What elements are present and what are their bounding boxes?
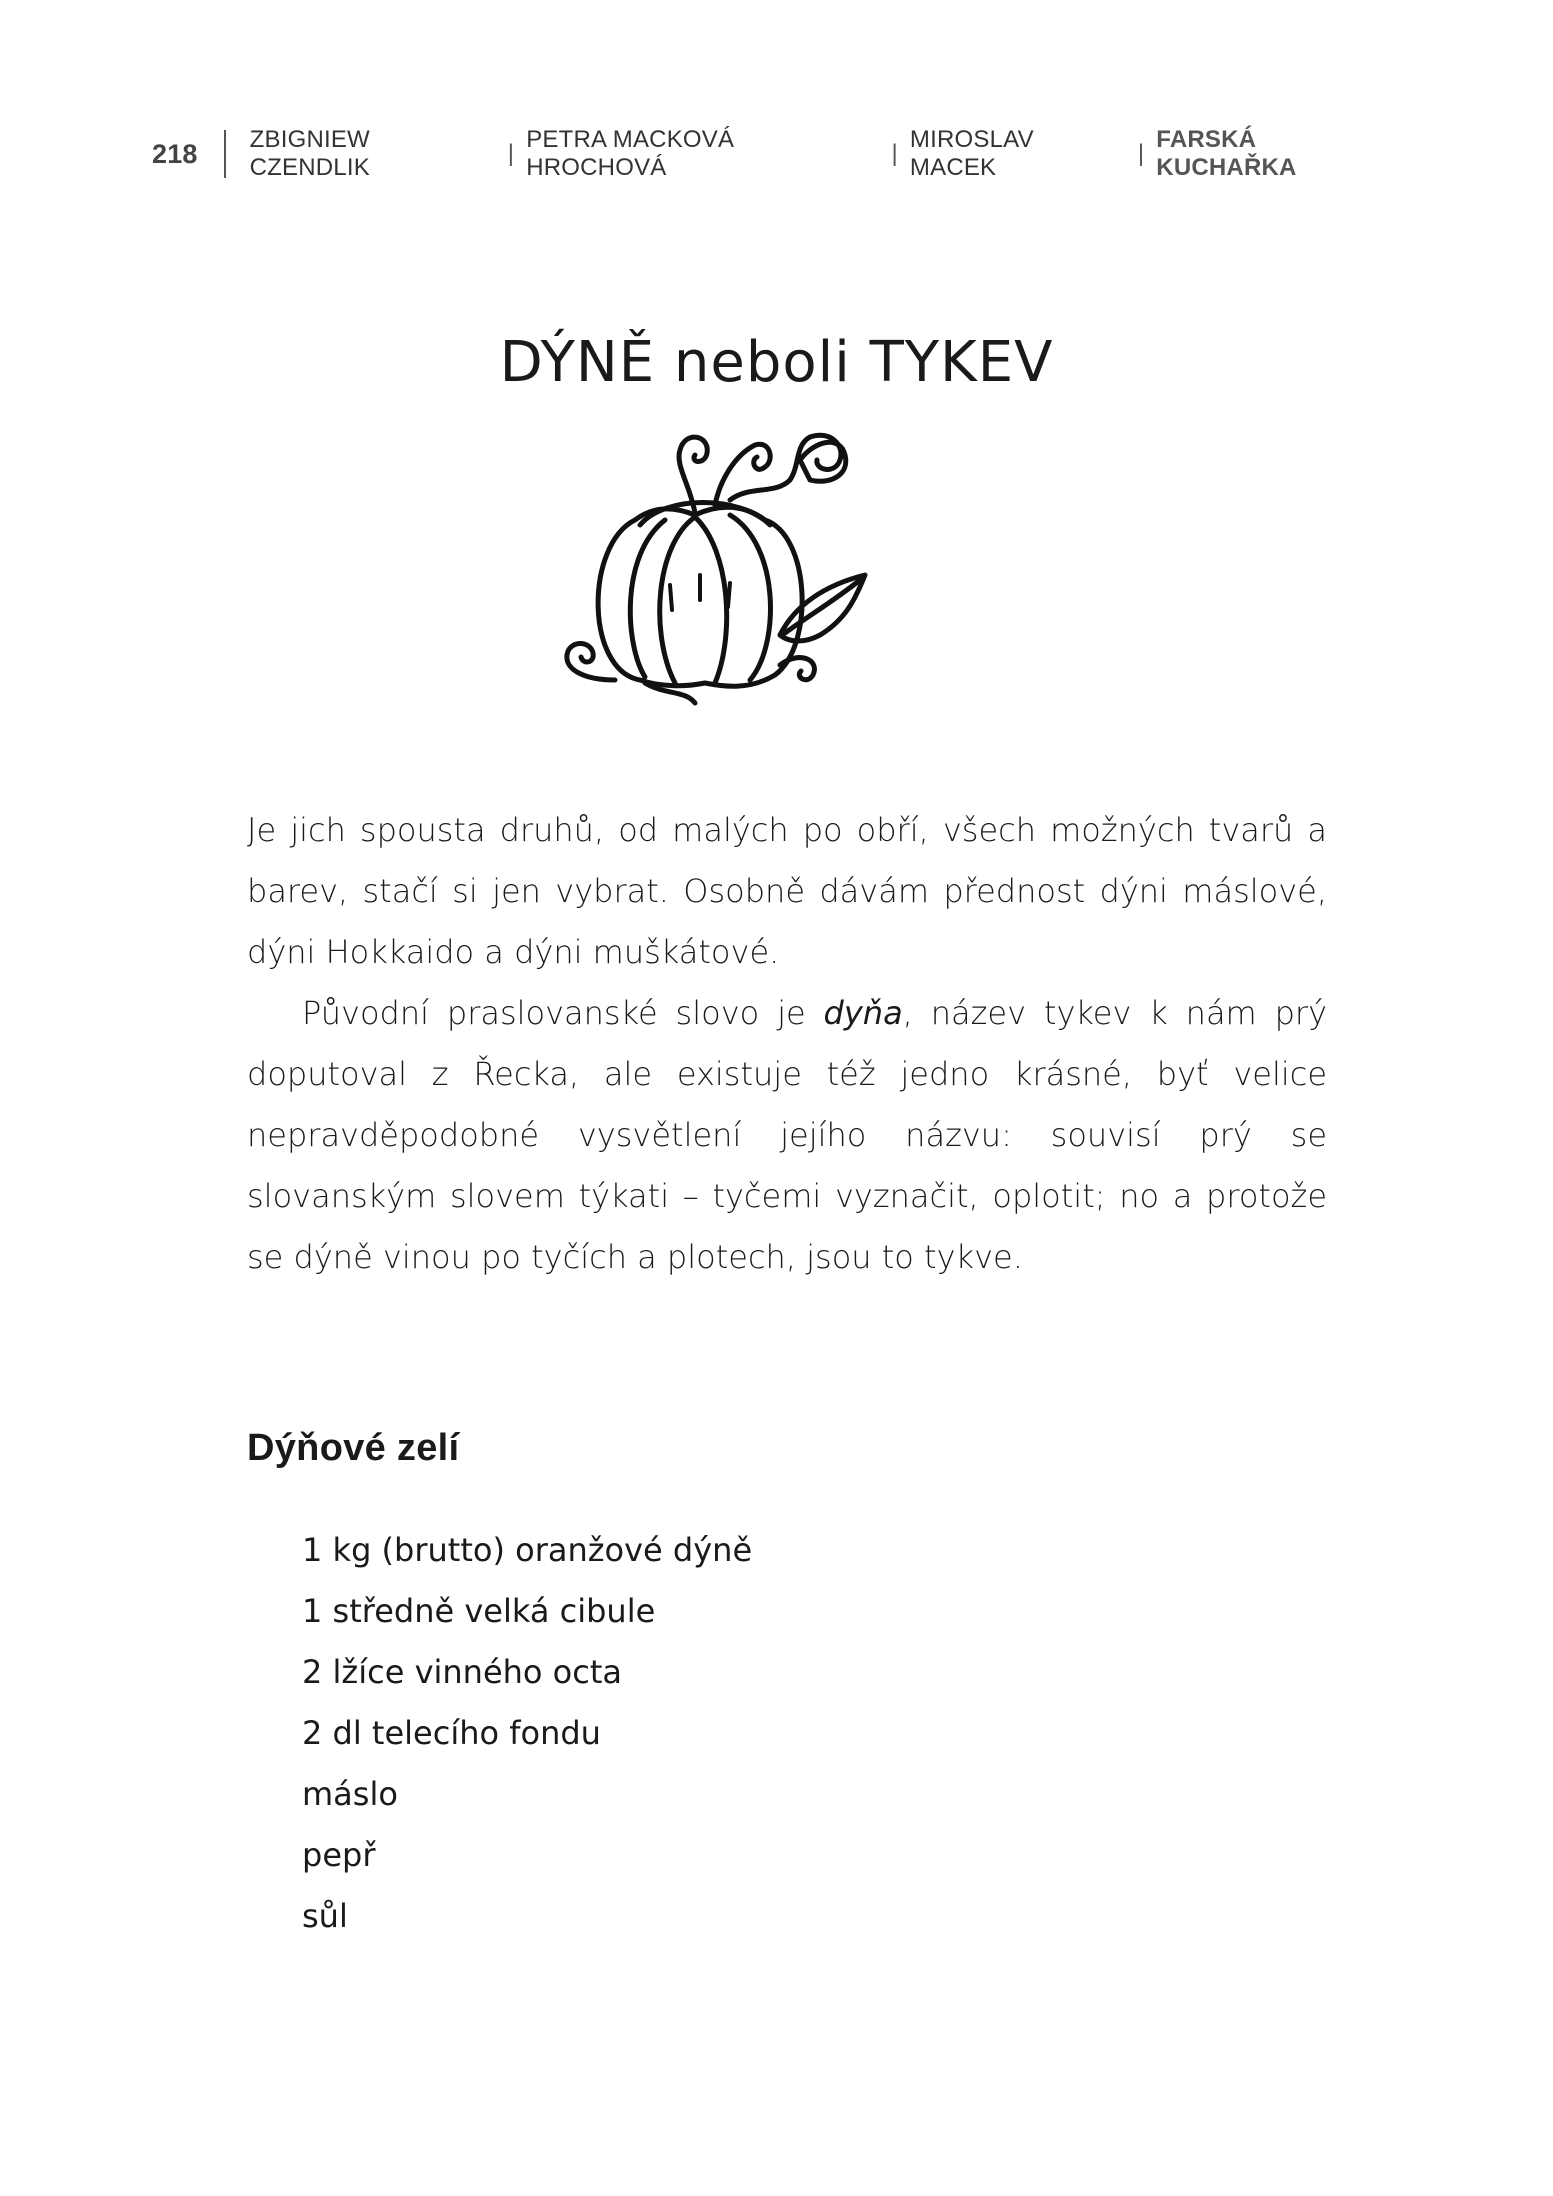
header-author-2: PETRA MACKOVÁ HROCHOVÁ (526, 126, 735, 181)
paragraph-2-emphasis: dyňa (823, 994, 903, 1032)
ingredient-item: máslo (302, 1775, 398, 1813)
ingredient-item: sůl (302, 1897, 348, 1935)
recipe-title: Dýňové zelí (247, 1426, 460, 1469)
vine-curl (780, 658, 814, 680)
header-divider (224, 130, 226, 178)
header-separator: | (1137, 140, 1145, 167)
ingredient-list (302, 1520, 752, 1947)
chapter-title: DÝNĚ neboli TYKEV (499, 329, 1054, 395)
header-book-title: FARSKÁ KUCHAŘKA (1156, 126, 1297, 181)
ingredient-item: 2 lžíce vinného octa (302, 1653, 622, 1691)
running-header (152, 126, 1402, 181)
ingredient-item: 2 dl telecího fondu (302, 1714, 601, 1752)
paragraph-1: Je jich spousta druhů, od malých po obří, všech možných tvarů a barev, stačí si jen vybrat. Osobně dávám přednost dýni máslové, dýni Hokkaido a dýni muškátové. (247, 811, 1327, 971)
pumpkin-rib (660, 517, 695, 683)
pumpkin-rib (670, 585, 672, 610)
ingredient-item: 1 kg (brutto) oranžové dýně (302, 1531, 753, 1569)
pumpkin-rib (730, 515, 770, 680)
header-author-3: MIROSLAV MACEK (909, 126, 1034, 181)
pumpkin-illustration (545, 425, 920, 725)
ingredient-item: 1 středně velká cibule (302, 1592, 656, 1630)
header-separator: | (891, 140, 898, 167)
page-number: 218 (152, 138, 198, 169)
pumpkin-rib (728, 583, 730, 607)
header-author-1: ZBIGNIEW CZENDLIK (249, 126, 370, 181)
paragraph-2-part-1: Původní praslovanské slovo je (302, 994, 824, 1032)
ingredient-item: pepř (302, 1836, 376, 1874)
chapter-text (247, 800, 1327, 1288)
paragraph-2-part-2: , název tykev k nám prý doputoval z Řecka, ale existuje též jedno krásné, byť velice nepravděpodobné vysvětlení jejího názvu: souvisí prý se slovanským slovem týkati – tyčemi vyznačit, oplotit; no a protože se dýně vinou po tyčích a plotech, jsou to tykve. (247, 994, 1328, 1276)
header-separator: | (507, 140, 515, 167)
paragraph-2 (247, 983, 1327, 1288)
